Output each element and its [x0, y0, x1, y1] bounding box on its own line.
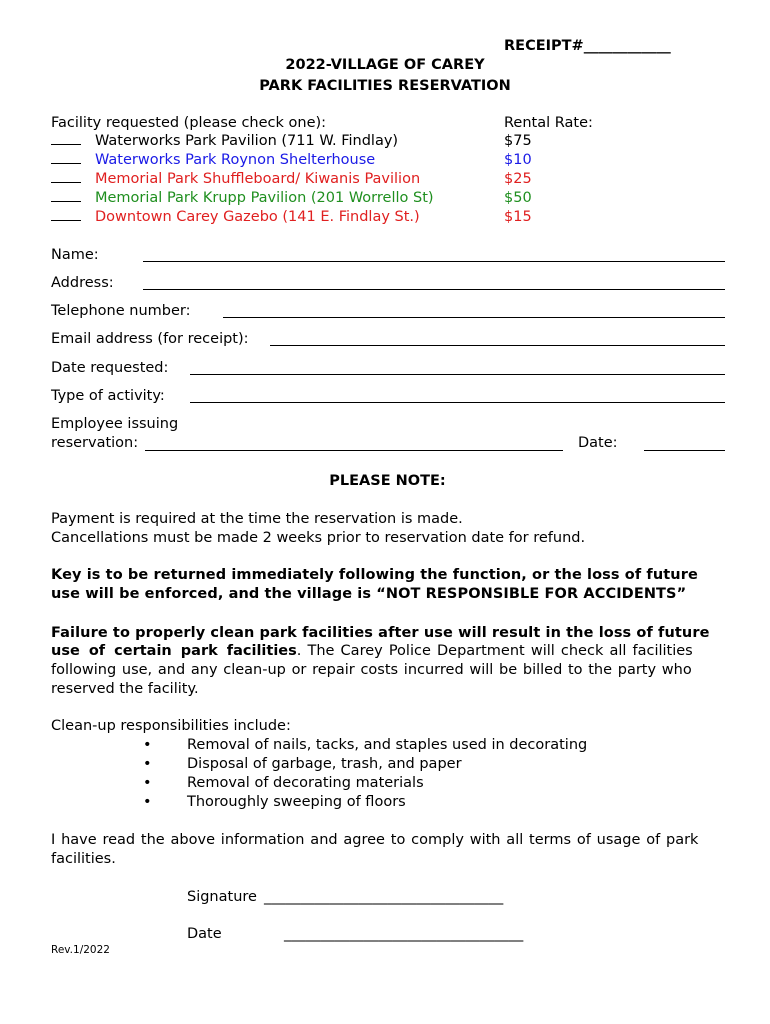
signature-field[interactable]: _________________________________ [264, 889, 504, 905]
facility-name: Memorial Park Krupp Pavilion (201 Worrello St) [95, 190, 434, 206]
facility-rate: $25 [504, 171, 532, 187]
facility-name: Downtown Carey Gazebo (141 E. Findlay St.) [95, 209, 420, 225]
facility-checkbox[interactable] [51, 171, 81, 183]
cleanup-item: Removal of nails, tacks, and staples used in decorating [187, 737, 588, 753]
failure-note-line4: reserved the facility. [51, 681, 199, 697]
failure-note-rest: . The Carey Police Department will check all facilities [296, 643, 693, 659]
facility-checkbox[interactable] [51, 190, 81, 202]
address-label: Address: [51, 275, 114, 291]
cleanup-item: Removal of decorating materials [187, 775, 424, 791]
signature-date-field[interactable]: _________________________________ [284, 926, 524, 942]
facility-option[interactable] [51, 133, 398, 149]
facility-rate: $10 [504, 152, 532, 168]
bullet-icon: • [143, 737, 152, 753]
bullet-icon: • [143, 775, 152, 791]
date-requested-label: Date requested: [51, 360, 169, 376]
facility-option[interactable] [51, 209, 420, 225]
key-return-note-line1: Key is to be returned immediately following the function, or the loss of future [51, 567, 698, 583]
employee-field[interactable] [145, 450, 563, 451]
failure-note-line3: following use, and any clean-up or repair costs incurred will be billed to the party who [51, 662, 692, 678]
document-title: 2022-VILLAGE OF CAREY [285, 57, 485, 73]
receipt-number-label: RECEIPT#____________ [504, 38, 671, 54]
agreement-line1: I have read the above information and agree to comply with all terms of usage of park [51, 832, 699, 848]
facility-rate: $50 [504, 190, 532, 206]
failure-note-bold: use of certain park facilities [51, 643, 297, 659]
date-requested-field[interactable] [190, 374, 725, 375]
signature-date-label: Date [187, 926, 222, 942]
bullet-icon: • [143, 756, 152, 772]
payment-note: Payment is required at the time the reservation is made. [51, 511, 463, 527]
email-label: Email address (for receipt): [51, 331, 249, 347]
agreement-line2: facilities. [51, 851, 116, 867]
activity-label: Type of activity: [51, 388, 165, 404]
activity-field[interactable] [190, 402, 725, 403]
facility-name: Waterworks Park Roynon Shelterhouse [95, 152, 376, 168]
facility-checkbox[interactable] [51, 152, 81, 164]
telephone-field[interactable] [223, 317, 725, 318]
cancellation-note: Cancellations must be made 2 weeks prior to reservation date for refund. [51, 530, 586, 546]
failure-note-line1: Failure to properly clean park facilities after use will result in the loss of future [51, 625, 710, 641]
please-note-heading: PLEASE NOTE: [329, 473, 446, 489]
rental-rate-heading: Rental Rate: [504, 115, 593, 131]
name-field[interactable] [143, 261, 725, 262]
address-field[interactable] [143, 289, 725, 290]
signature-label: Signature [187, 889, 257, 905]
employee-label-line2: reservation: [51, 435, 139, 451]
telephone-label: Telephone number: [51, 303, 191, 319]
facility-option[interactable] [51, 190, 434, 206]
failure-note-line2 [51, 643, 693, 659]
facility-checkbox[interactable] [51, 133, 81, 145]
email-field[interactable] [270, 345, 725, 346]
bullet-icon: • [143, 794, 152, 810]
facility-rate: $15 [504, 209, 532, 225]
document-subtitle: PARK FACILITIES RESERVATION [259, 78, 511, 94]
facility-checkbox[interactable] [51, 209, 81, 221]
cleanup-item: Thoroughly sweeping of floors [187, 794, 406, 810]
revision-label: Rev.1/2022 [51, 944, 110, 956]
cleanup-heading: Clean-up responsibilities include: [51, 718, 291, 734]
facility-heading: Facility requested (please check one): [51, 115, 327, 131]
facility-rate: $75 [504, 133, 532, 149]
employee-label-line1: Employee issuing [51, 416, 179, 432]
employee-date-label: Date: [578, 435, 618, 451]
facility-name: Waterworks Park Pavilion (711 W. Findlay) [95, 133, 399, 149]
facility-name: Memorial Park Shuffleboard/ Kiwanis Pavilion [95, 171, 421, 187]
key-return-note-line2: use will be enforced, and the village is “NOT RESPONSIBLE FOR ACCIDENTS” [51, 586, 687, 602]
cleanup-item: Disposal of garbage, trash, and paper [187, 756, 462, 772]
name-label: Name: [51, 247, 99, 263]
facility-option[interactable] [51, 171, 420, 187]
receipt-number-blank[interactable]: ____________ [583, 38, 671, 54]
employee-date-field[interactable] [644, 450, 725, 451]
facility-option[interactable] [51, 152, 375, 168]
